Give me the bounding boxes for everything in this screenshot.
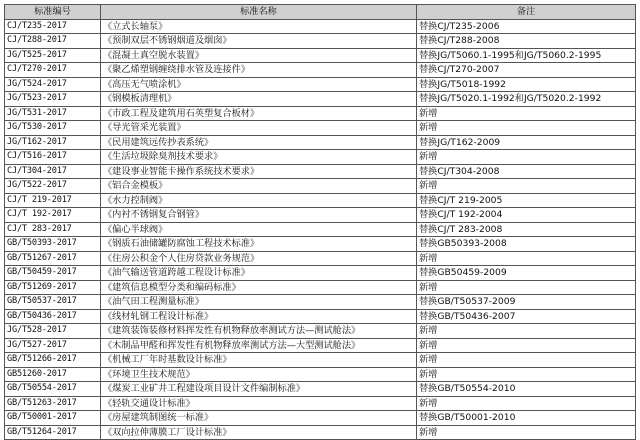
header-standard-number: 标准编号 [5, 5, 101, 20]
cell-standard-name: 《市政工程及建筑用石英塑复合板材》 [101, 106, 417, 121]
cell-remarks: 替换GB50459-2009 [417, 266, 636, 281]
cell-remarks: 替换CJ/T288-2008 [417, 34, 636, 49]
table-row [5, 135, 636, 150]
table-row [5, 164, 636, 179]
cell-standard-number: JG/T524-2017 [5, 77, 101, 92]
header-remarks: 备注 [417, 5, 636, 20]
table-row [5, 106, 636, 121]
cell-standard-number: GB/T50001-2017 [5, 411, 101, 426]
cell-standard-number: JG/T528-2017 [5, 324, 101, 339]
cell-remarks: 替换JG/T5018-1992 [417, 77, 636, 92]
cell-standard-name: 《偏心半球阀》 [101, 222, 417, 237]
cell-standard-name: 《导光管采光装置》 [101, 121, 417, 136]
standards-table-container [4, 4, 635, 440]
cell-remarks: 新增 [417, 396, 636, 411]
cell-standard-number: JG/T525-2017 [5, 48, 101, 63]
table-row [5, 353, 636, 368]
cell-standard-number: GB/T50459-2017 [5, 266, 101, 281]
cell-standard-number: JG/T162-2017 [5, 135, 101, 150]
cell-standard-name: 《内衬不锈钢复合钢管》 [101, 208, 417, 223]
cell-standard-name: 《油气田工程测量标准》 [101, 295, 417, 310]
cell-standard-name: 《木制品甲醛和挥发性有机物释放率测试方法—大型测试舱法》 [101, 338, 417, 353]
cell-standard-name: 《住房公积金个人住房贷款业务规范》 [101, 251, 417, 266]
cell-standard-name: 《钢质石油储罐防腐蚀工程技术标准》 [101, 237, 417, 252]
table-row [5, 150, 636, 165]
cell-standard-name: 《立式长轴泵》 [101, 19, 417, 34]
cell-remarks: 替换GB50393-2008 [417, 237, 636, 252]
table-row [5, 179, 636, 194]
cell-remarks: 替换GB/T50537-2009 [417, 295, 636, 310]
table-row [5, 266, 636, 281]
cell-remarks: 新增 [417, 121, 636, 136]
cell-standard-number: GB/T51264-2017 [5, 425, 101, 440]
table-row [5, 34, 636, 49]
cell-remarks: 替换JG/T5060.1-1995和JG/T5060.2-1995 [417, 48, 636, 63]
cell-standard-number: CJ/T235-2017 [5, 19, 101, 34]
cell-standard-number: GB51260-2017 [5, 367, 101, 382]
cell-standard-number: GB/T51266-2017 [5, 353, 101, 368]
table-row [5, 295, 636, 310]
cell-remarks: 替换CJ/T 192-2004 [417, 208, 636, 223]
table-row [5, 92, 636, 107]
cell-remarks: 替换CJ/T304-2008 [417, 164, 636, 179]
cell-standard-number: GB/T51263-2017 [5, 396, 101, 411]
table-row [5, 193, 636, 208]
cell-standard-name: 《生活垃圾除臭剂技术要求》 [101, 150, 417, 165]
cell-remarks: 替换CJ/T235-2006 [417, 19, 636, 34]
cell-standard-number: GB/T51269-2017 [5, 280, 101, 295]
table-row [5, 367, 636, 382]
cell-standard-name: 《环境卫生技术规范》 [101, 367, 417, 382]
cell-standard-number: GB/T50537-2017 [5, 295, 101, 310]
cell-standard-name: 《聚乙烯塑钢缠绕排水管及连接件》 [101, 63, 417, 78]
table-row [5, 396, 636, 411]
table-row [5, 309, 636, 324]
cell-standard-number: CJ/T516-2017 [5, 150, 101, 165]
table-header-row [5, 5, 636, 20]
table-row [5, 77, 636, 92]
cell-remarks: 替换GB/T50001-2010 [417, 411, 636, 426]
cell-standard-name: 《双向拉伸薄膜工厂设计标准》 [101, 425, 417, 440]
table-row [5, 425, 636, 440]
cell-standard-name: 《高压无气喷涂机》 [101, 77, 417, 92]
cell-standard-name: 《预制双层不锈钢烟道及烟囱》 [101, 34, 417, 49]
cell-remarks: 新增 [417, 251, 636, 266]
cell-standard-number: CJ/T 283-2017 [5, 222, 101, 237]
cell-standard-name: 《建筑信息模型分类和编码标准》 [101, 280, 417, 295]
cell-standard-name: 《油气输送管道跨越工程设计标准》 [101, 266, 417, 281]
cell-remarks: 新增 [417, 280, 636, 295]
cell-standard-name: 《线材轧钢工程设计标准》 [101, 309, 417, 324]
cell-remarks: 新增 [417, 338, 636, 353]
cell-remarks: 新增 [417, 324, 636, 339]
cell-standard-number: CJ/T270-2017 [5, 63, 101, 78]
table-body [5, 19, 636, 440]
cell-standard-name: 《机械工厂年时基数设计标准》 [101, 353, 417, 368]
cell-remarks: 新增 [417, 106, 636, 121]
cell-remarks: 替换GB/T50554-2010 [417, 382, 636, 397]
cell-remarks: 新增 [417, 353, 636, 368]
cell-standard-name: 《水力控制阀》 [101, 193, 417, 208]
cell-standard-number: CJ/T304-2017 [5, 164, 101, 179]
cell-remarks: 替换CJ/T 283-2008 [417, 222, 636, 237]
standards-table [4, 4, 636, 440]
cell-standard-name: 《煤炭工业矿井工程建设项目设计文件编制标准》 [101, 382, 417, 397]
table-row [5, 411, 636, 426]
table-row [5, 382, 636, 397]
cell-remarks: 替换JG/T5020.1-1992和JG/T5020.2-1992 [417, 92, 636, 107]
cell-standard-number: GB/T51267-2017 [5, 251, 101, 266]
cell-remarks: 替换CJ/T270-2007 [417, 63, 636, 78]
cell-standard-number: JG/T527-2017 [5, 338, 101, 353]
cell-standard-number: GB/T50554-2017 [5, 382, 101, 397]
cell-remarks: 替换CJ/T 219-2005 [417, 193, 636, 208]
cell-remarks: 新增 [417, 179, 636, 194]
cell-standard-name: 《铝合金模板》 [101, 179, 417, 194]
cell-standard-name: 《民用建筑远传抄表系统》 [101, 135, 417, 150]
table-row [5, 251, 636, 266]
table-row [5, 237, 636, 252]
cell-standard-name: 《房屋建筑制图统一标准》 [101, 411, 417, 426]
cell-standard-name: 《建筑装饰装修材料挥发性有机物释放率测试方法—测试舱法》 [101, 324, 417, 339]
table-row [5, 222, 636, 237]
header-standard-name: 标准名称 [101, 5, 417, 20]
cell-standard-name: 《钢模板清理机》 [101, 92, 417, 107]
cell-standard-number: GB/T50393-2017 [5, 237, 101, 252]
cell-standard-name: 《轻轨交通设计标准》 [101, 396, 417, 411]
cell-remarks: 替换JG/T162-2009 [417, 135, 636, 150]
table-row [5, 208, 636, 223]
cell-remarks: 新增 [417, 425, 636, 440]
cell-standard-number: CJ/T288-2017 [5, 34, 101, 49]
table-row [5, 324, 636, 339]
cell-standard-name: 《混凝土真空脱水装置》 [101, 48, 417, 63]
table-row [5, 121, 636, 136]
table-row [5, 338, 636, 353]
table-row [5, 19, 636, 34]
cell-standard-number: CJ/T 192-2017 [5, 208, 101, 223]
table-row [5, 48, 636, 63]
cell-remarks: 替换GB/T50436-2007 [417, 309, 636, 324]
cell-remarks: 新增 [417, 367, 636, 382]
cell-standard-number: GB/T50436-2017 [5, 309, 101, 324]
cell-standard-number: JG/T531-2017 [5, 106, 101, 121]
cell-standard-name: 《建设事业智能卡操作系统技术要求》 [101, 164, 417, 179]
table-row [5, 63, 636, 78]
table-row [5, 280, 636, 295]
cell-standard-number: JG/T530-2017 [5, 121, 101, 136]
cell-standard-number: CJ/T 219-2017 [5, 193, 101, 208]
cell-remarks: 新增 [417, 150, 636, 165]
cell-standard-number: JG/T523-2017 [5, 92, 101, 107]
cell-standard-number: JG/T522-2017 [5, 179, 101, 194]
